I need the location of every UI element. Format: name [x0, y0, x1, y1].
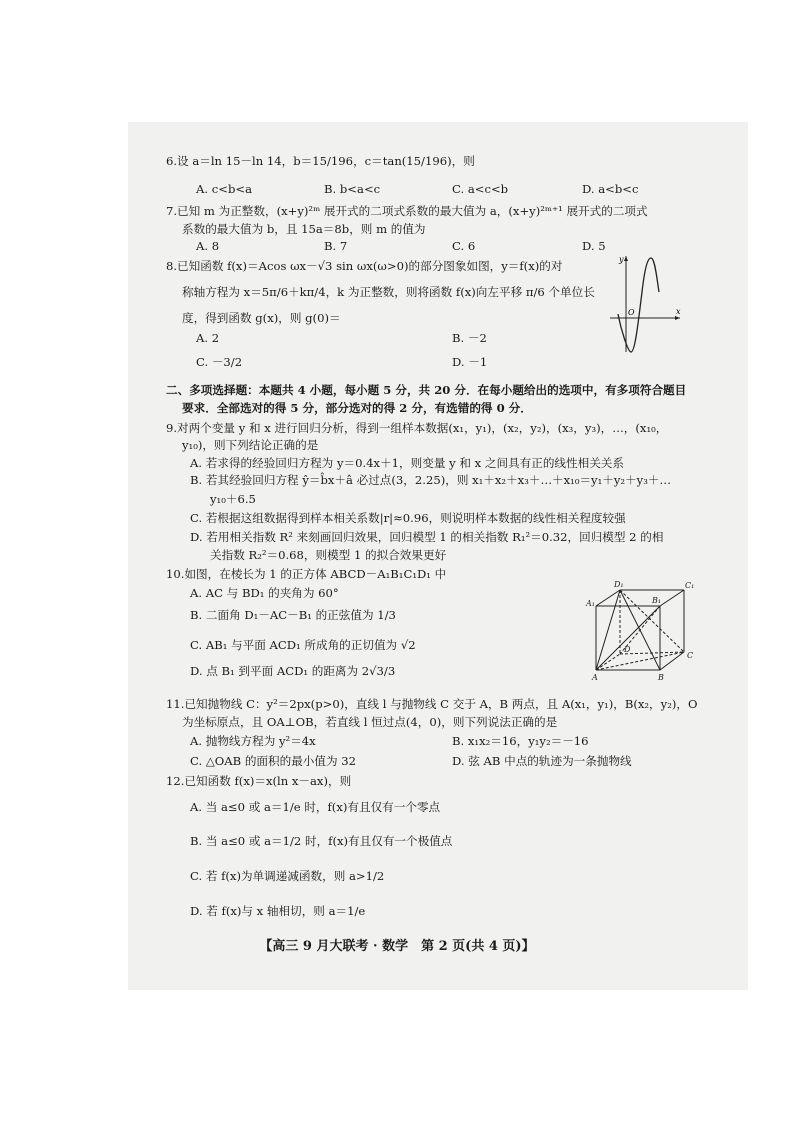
q7-option-b: B. 7: [324, 239, 348, 253]
q8-stem-line2: 称轴方程为 x＝5π/6＋kπ/4，k 为正整数，则将函数 f(x)向左平移 π/6 个单位长: [182, 285, 595, 299]
q8-function-graph: [604, 252, 684, 356]
q8-option-a: A. 2: [196, 331, 220, 345]
graph-curve: [618, 258, 659, 352]
section2-heading-line1: 二、多项选择题：本题共 4 小题，每小题 5 分，共 20 分．在每小题给出的选项中，有多项符合题目: [166, 383, 687, 397]
q12-option-b: B. 当 a≤0 或 a＝1/2 时，f(x)有且仅有一个极值点: [190, 834, 453, 848]
q9-option-b-line1: B. 若其经验回归方程 ŷ＝b̂x＋â 必过点(3，2.25)，则 x₁＋x₂＋x₃＋…＋x₁₀＝y₁＋y₂＋y₃＋…: [190, 473, 672, 487]
q7-option-a: A. 8: [196, 239, 220, 253]
q9-stem-line1: 9.对两个变量 y 和 x 进行回归分析，得到一组样本数据(x₁，y₁)，(x₂，y₂)，(x₃，y₃)，…，(x₁₀，: [166, 421, 668, 435]
q9-option-d-line2: 关指数 R₂²＝0.68，则模型 1 的拟合效果更好: [210, 548, 447, 562]
q6-stem: 6.设 a＝ln 15－ln 14，b＝15/196，c＝tan(15/196)，则: [166, 154, 475, 168]
q12-stem: 12.已知函数 f(x)＝x(ln x－ax)，则: [166, 774, 352, 788]
q11-stem-line2: 为坐标原点，且 OA⊥OB，若直线 l 恒过点(4，0)，则下列说法正确的是: [182, 715, 558, 729]
q9-stem-line2: y₁₀)，则下列结论正确的是: [182, 438, 319, 452]
q11-option-b: B. x₁x₂＝16，y₁y₂＝－16: [452, 734, 589, 748]
q8-stem-line3: 度，得到函数 g(x)，则 g(0)＝: [182, 311, 341, 325]
q9-option-d-line1: D. 若用相关指数 R² 来刻画回归效果，回归模型 1 的相关指数 R₁²＝0.32，回归模型 2 的相: [190, 530, 664, 544]
cube-label-c1: C₁: [685, 581, 695, 590]
q7-option-c: C. 6: [452, 239, 476, 253]
q10-stem: 10.如图，在棱长为 1 的正方体 ABCD－A₁B₁C₁D₁ 中: [166, 567, 447, 581]
q11-option-d: D. 弦 AB 中点的轨迹为一条抛物线: [452, 754, 632, 768]
q12-option-c: C. 若 f(x)为单调递减函数，则 a>1/2: [190, 869, 385, 883]
graph-y-label: y: [619, 255, 624, 264]
q7-stem-line1: 7.已知 m 为正整数，(x+y)²ᵐ 展开式的二项式系数的最大值为 a，(x+y)²ᵐ⁺¹ 展开式的二项式: [166, 204, 648, 218]
cube-label-d: D: [624, 645, 631, 654]
cube-label-a: A: [592, 673, 598, 682]
q10-cube-diagram: [584, 578, 704, 692]
q11-option-c: C. △OAB 的面积的最小值为 32: [190, 754, 357, 768]
cube-label-b: B: [658, 673, 664, 682]
q9-option-a: A. 若求得的经验回归方程为 y＝0.4x＋1，则变量 y 和 x 之间具有正的线性相关关系: [190, 456, 624, 470]
q7-option-d: D. 5: [582, 239, 606, 253]
q6-option-d: D. a<b<c: [582, 182, 639, 196]
q9-option-c: C. 若根据这组数据得到样本相关系数|r|≈0.96，则说明样本数据的线性相关程度较强: [190, 511, 626, 525]
graph-origin-label: O: [628, 308, 635, 317]
page-footer: 【高三 9 月大联考 · 数学 第 2 页(共 4 页)】: [259, 939, 535, 954]
q7-stem-line2: 系数的最大值为 b，且 15a＝8b，则 m 的值为: [182, 222, 426, 236]
section2-heading-line2: 要求．全部选对的得 5 分，部分选对的得 2 分，有选错的得 0 分．: [182, 401, 532, 415]
q10-option-b: B. 二面角 D₁－AC－B₁ 的正弦值为 1/3: [190, 608, 396, 622]
q10-option-a: A. AC 与 BD₁ 的夹角为 60°: [190, 586, 339, 600]
q6-option-c: C. a<c<b: [452, 182, 509, 196]
cube-label-a1: A₁: [586, 599, 595, 608]
q11-stem-line1: 11.已知抛物线 C：y²＝2px(p>0)，直线 l 与抛物线 C 交于 A，B 两点，且 A(x₁，y₁)，B(x₂，y₂)，O: [166, 697, 698, 711]
q6-option-b: B. b<a<c: [324, 182, 381, 196]
q9-option-b-line2: y₁₀＋6.5: [210, 492, 256, 506]
q10-option-d: D. 点 B₁ 到平面 ACD₁ 的距离为 2√3/3: [190, 664, 396, 678]
q8-option-b: B. －2: [452, 331, 487, 345]
cube-label-c: C: [687, 651, 694, 660]
q12-option-d: D. 若 f(x)与 x 轴相切，则 a＝1/e: [190, 904, 366, 918]
q6-option-a: A. c<b<a: [196, 182, 252, 196]
q10-option-c: C. AB₁ 与平面 ACD₁ 所成角的正切值为 √2: [190, 638, 416, 652]
q11-option-a: A. 抛物线方程为 y²＝4x: [190, 734, 316, 748]
cube-label-b1: B₁: [652, 596, 662, 605]
cube-label-d1: D₁: [614, 580, 624, 589]
q8-stem-line1: 8.已知函数 f(x)＝Acos ωx－√3 sin ωx(ω>0)的部分图象如图，y＝f(x)的对: [166, 259, 563, 273]
q8-option-d: D. －1: [452, 355, 488, 369]
q12-option-a: A. 当 a≤0 或 a＝1/e 时，f(x)有且仅有一个零点: [190, 800, 441, 814]
q8-option-c: C. －3/2: [196, 355, 243, 369]
graph-x-label: x: [676, 307, 681, 316]
